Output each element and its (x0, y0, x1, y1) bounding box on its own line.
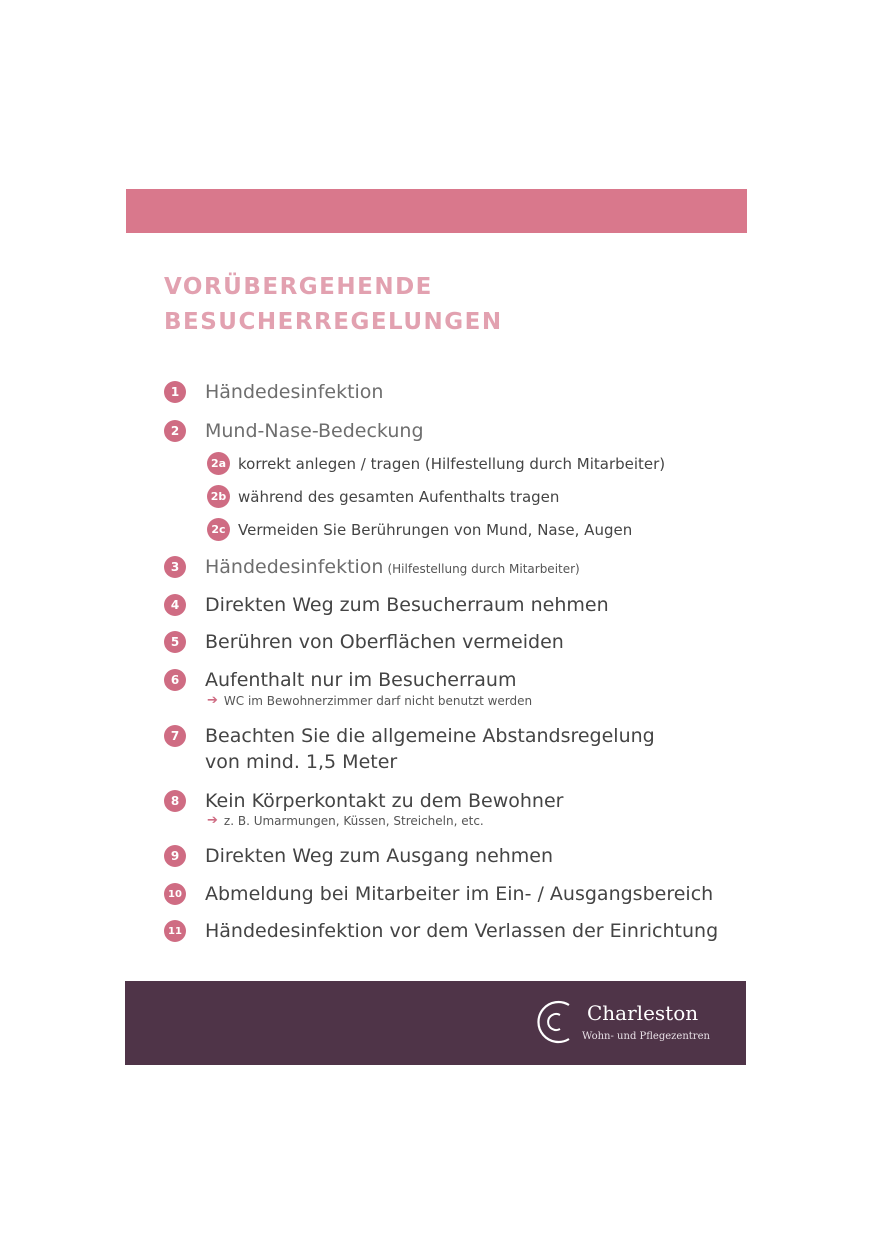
rule-number-badge: 11 (164, 920, 186, 942)
rule-number-badge: 6 (164, 669, 186, 691)
arrow-right-icon: ➔ (207, 813, 218, 828)
rule-number-badge: 2 (164, 420, 186, 442)
rule-number-badge: 5 (164, 631, 186, 653)
rule-text-line-2: von mind. 1,5 Meter (205, 751, 398, 773)
rule-item (164, 629, 564, 655)
rule-number-badge: 8 (164, 790, 186, 812)
footer-bar (125, 981, 746, 1065)
rule-number-badge: 3 (164, 556, 186, 578)
title-line-1: VORÜBERGEHENDE (164, 274, 433, 300)
sub-rule-badge: 2c (207, 518, 230, 541)
rule-number-badge: 10 (164, 883, 186, 905)
sub-rule-item (207, 518, 632, 541)
title-line-2: BESUCHERREGELUNGEN (164, 309, 503, 335)
rule-text-main: Händedesinfektion (205, 556, 384, 578)
rule-note: (Hilfestellung durch Mitarbeiter) (387, 562, 580, 576)
arrow-right-icon: ➔ (207, 693, 218, 708)
sub-rule-item (207, 452, 665, 475)
sub-rule-badge: 2a (207, 452, 230, 475)
rule-number-badge: 1 (164, 381, 186, 403)
rule-text (205, 554, 580, 582)
rule-text: Kein Körperkontakt zu dem Bewohner (205, 790, 564, 812)
rule-item (164, 788, 563, 814)
rule-item (164, 918, 718, 944)
rule-item (164, 667, 516, 693)
rule-hint-text: WC im Bewohnerzimmer darf nicht benutzt werden (223, 693, 533, 708)
header-accent-bar (126, 189, 747, 233)
rule-hint-text: z. B. Umarmungen, Küssen, Streicheln, etc. (223, 813, 484, 828)
rule-number-badge: 9 (164, 845, 186, 867)
rule-text: Aufenthalt nur im Besucherraum (205, 669, 517, 691)
sub-rule-text: während des gesamten Aufenthalts tragen (238, 487, 560, 506)
rule-text: Händedesinfektion vor dem Verlassen der Einrichtung (205, 920, 719, 942)
rule-item (164, 843, 553, 869)
rule-text-line-1: Beachten Sie die allgemeine Abstandsregelung (205, 725, 655, 747)
rule-text (205, 723, 655, 775)
rule-item (164, 554, 580, 582)
rule-item (164, 881, 713, 907)
brand-tagline: Wohn- und Pflegezentren (582, 1031, 710, 1042)
rule-text: Mund-Nase-Bedeckung (205, 420, 424, 442)
rule-number-badge: 7 (164, 725, 186, 747)
rule-text: Direkten Weg zum Ausgang nehmen (205, 845, 554, 867)
brand-name: Charleston (587, 1001, 699, 1025)
rule-text: Händedesinfektion (205, 381, 384, 403)
rule-hint (207, 693, 532, 708)
rule-number-badge: 4 (164, 594, 186, 616)
rule-item (164, 592, 609, 618)
rule-text: Direkten Weg zum Besucherraum nehmen (205, 594, 609, 616)
rule-text: Abmeldung bei Mitarbeiter im Ein- / Ausgangsbereich (205, 883, 714, 905)
sub-rule-item (207, 485, 559, 508)
rule-item (164, 418, 424, 444)
sub-rule-text: korrekt anlegen / tragen (Hilfestellung durch Mitarbeiter) (238, 454, 666, 473)
rule-hint (207, 813, 484, 828)
rule-item (164, 379, 383, 405)
rule-text: Berühren von Oberflächen vermeiden (205, 631, 564, 653)
page-title (164, 270, 503, 340)
sub-rule-text: Vermeiden Sie Berührungen von Mund, Nase, Augen (238, 520, 633, 539)
rule-item (164, 723, 655, 775)
charleston-logo-icon (529, 995, 577, 1049)
sub-rule-badge: 2b (207, 485, 230, 508)
